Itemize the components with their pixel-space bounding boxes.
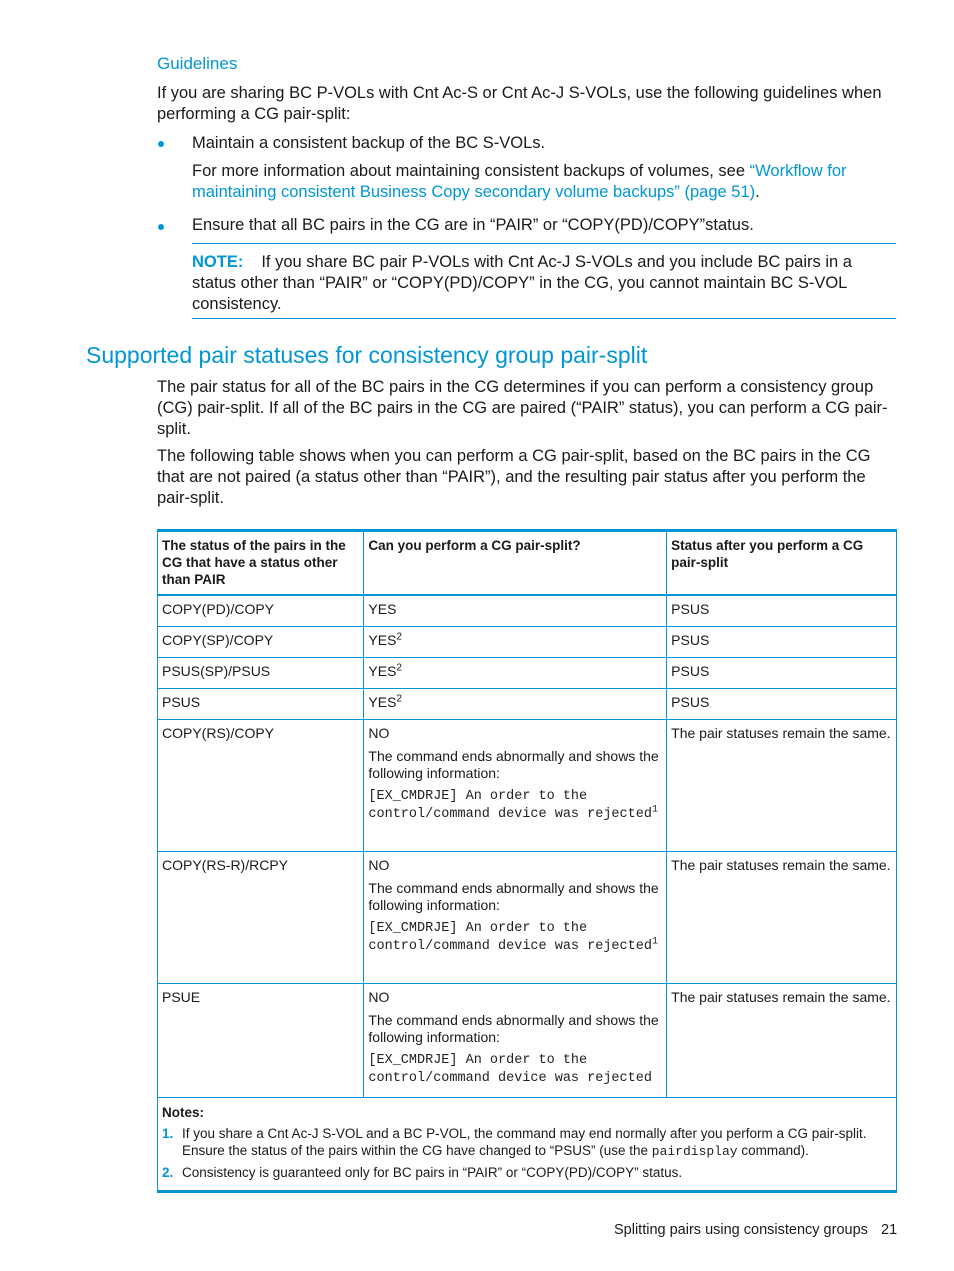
status-cell: COPY(RS-R)/RCPY bbox=[158, 852, 364, 984]
note-item bbox=[162, 1125, 892, 1161]
answer-cell bbox=[364, 689, 667, 720]
note-item-text: Consistency is guaranteed only for BC pairs in “PAIR” or “COPY(PD)/COPY” status. bbox=[182, 1164, 683, 1180]
answer-cell bbox=[364, 658, 667, 689]
answer-text: YES bbox=[368, 663, 397, 679]
answer-text: NO bbox=[368, 989, 390, 1005]
guidelines-heading: Guidelines bbox=[157, 54, 238, 73]
footnote-ref[interactable]: 2 bbox=[396, 631, 402, 643]
note-number: 2. bbox=[162, 1164, 174, 1180]
answer-cell bbox=[364, 627, 667, 658]
after-cell: PSUS bbox=[667, 627, 897, 658]
footnote-ref[interactable]: 2 bbox=[396, 693, 402, 705]
note-code: pairdisplay bbox=[651, 1144, 738, 1159]
answer-text: YES bbox=[368, 601, 397, 617]
table-row bbox=[158, 595, 897, 627]
table-header-row bbox=[158, 531, 897, 596]
after-cell: PSUS bbox=[667, 658, 897, 689]
pair-status-table bbox=[157, 529, 897, 1193]
status-cell: PSUS(SP)/PSUS bbox=[158, 658, 364, 689]
page-number: 21 bbox=[881, 1222, 898, 1238]
answer-text: YES bbox=[368, 632, 397, 648]
note-label: NOTE: bbox=[192, 253, 244, 271]
table-row bbox=[158, 852, 897, 984]
error-message: [EX_CMDRJE] An order to the control/command device was rejected bbox=[368, 1053, 652, 1086]
table-row bbox=[158, 720, 897, 852]
footer-title: Splitting pairs using consistency groups bbox=[614, 1222, 868, 1238]
bullet-marker bbox=[158, 141, 164, 147]
section-paragraph: The following table shows when you can perform a CG pair-split, based on the BC pairs in the CG that are not paired (a status other than “PAIR”), and the resulting pair status after you perform the pair-split. bbox=[157, 447, 871, 507]
table-row bbox=[158, 984, 897, 1098]
notes-cell bbox=[158, 1098, 897, 1192]
answer-cell bbox=[364, 984, 667, 1098]
section-paragraph: The pair status for all of the BC pairs in the CG determines if you can perform a consistency group (CG) pair-split. If all of the BC pairs in the CG are paired (“PAIR” status), you can perform a CG pair-split. bbox=[157, 378, 888, 438]
after-cell: The pair statuses remain the same. bbox=[667, 852, 897, 984]
table-header-cell: The status of the pairs in the CG that have a status other than PAIR bbox=[158, 531, 364, 596]
footnote-ref[interactable]: 1 bbox=[651, 936, 658, 947]
after-cell: PSUS bbox=[667, 689, 897, 720]
after-cell: The pair statuses remain the same. bbox=[667, 720, 897, 852]
footnote-ref[interactable]: 1 bbox=[651, 804, 658, 815]
status-cell: COPY(PD)/COPY bbox=[158, 595, 364, 627]
bullet-detail bbox=[192, 161, 882, 203]
answer-cell bbox=[364, 595, 667, 627]
section-title: Supported pair statuses for consistency group pair-split bbox=[86, 342, 648, 368]
table-row bbox=[158, 627, 897, 658]
note-text-part: command). bbox=[737, 1143, 809, 1158]
note-text-part: If you share a Cnt Ac-J S-VOL and a BC P-VOL, the command may end normally after you perform a CG pair-split. Ensure the status of the pairs within the CG have changed to “PSUS” (use the bbox=[182, 1126, 867, 1158]
note-number: 1. bbox=[162, 1126, 174, 1141]
answer-text: YES bbox=[368, 694, 397, 710]
answer-detail: The command ends abnormally and shows the following information: bbox=[368, 748, 659, 781]
answer-text: NO bbox=[368, 725, 390, 741]
note-text: If you share BC pair P-VOLs with Cnt Ac-J S-VOLs and you include BC pairs in a status other than “PAIR” or “COPY(PD)/COPY” in the CG, you cannot maintain BC S-VOL consistency. bbox=[192, 253, 852, 313]
status-cell: COPY(RS)/COPY bbox=[158, 720, 364, 852]
bullet-item: Ensure that all BC pairs in the CG are in “PAIR” or “COPY(PD)/COPY”status. bbox=[192, 216, 754, 234]
answer-detail: The command ends abnormally and shows the following information: bbox=[368, 1012, 659, 1045]
table-notes-row bbox=[158, 1098, 897, 1192]
notes-title: Notes: bbox=[162, 1105, 205, 1120]
error-message bbox=[368, 920, 662, 955]
bullet-item: Maintain a consistent backup of the BC S-VOLs. bbox=[192, 134, 546, 152]
bullet-marker bbox=[158, 224, 164, 230]
table-row bbox=[158, 689, 897, 720]
status-cell: PSUS bbox=[158, 689, 364, 720]
after-cell: PSUS bbox=[667, 595, 897, 627]
answer-cell bbox=[364, 720, 667, 852]
error-message bbox=[368, 788, 662, 823]
status-cell: PSUE bbox=[158, 984, 364, 1098]
table-header-cell: Can you perform a CG pair-split? bbox=[364, 531, 667, 596]
error-message-text: [EX_CMDRJE] An order to the control/command device was rejected bbox=[368, 789, 652, 822]
status-cell: COPY(SP)/COPY bbox=[158, 627, 364, 658]
answer-cell bbox=[364, 852, 667, 984]
bullet-detail-suffix: . bbox=[755, 183, 760, 201]
error-message-text: [EX_CMDRJE] An order to the control/command device was rejected bbox=[368, 921, 652, 954]
answer-text: NO bbox=[368, 857, 390, 873]
note-item bbox=[162, 1164, 892, 1181]
answer-detail: The command ends abnormally and shows the following information: bbox=[368, 880, 659, 913]
footnote-ref[interactable]: 2 bbox=[396, 662, 402, 674]
table-header-cell: Status after you perform a CG pair-split bbox=[667, 531, 897, 596]
guidelines-intro: If you are sharing BC P-VOLs with Cnt Ac-S or Cnt Ac-J S-VOLs, use the following guidelines when performing a CG pair-split: bbox=[157, 84, 882, 123]
table-row bbox=[158, 658, 897, 689]
after-cell: The pair statuses remain the same. bbox=[667, 984, 897, 1098]
workflow-link[interactable]: “Workflow for maintaining consistent Business Copy secondary volume backups” (page 51) bbox=[192, 162, 847, 201]
note-box bbox=[192, 243, 896, 319]
bullet-detail-text: For more information about maintaining consistent backups of volumes, see bbox=[192, 162, 750, 180]
note-item-text bbox=[182, 1125, 892, 1161]
